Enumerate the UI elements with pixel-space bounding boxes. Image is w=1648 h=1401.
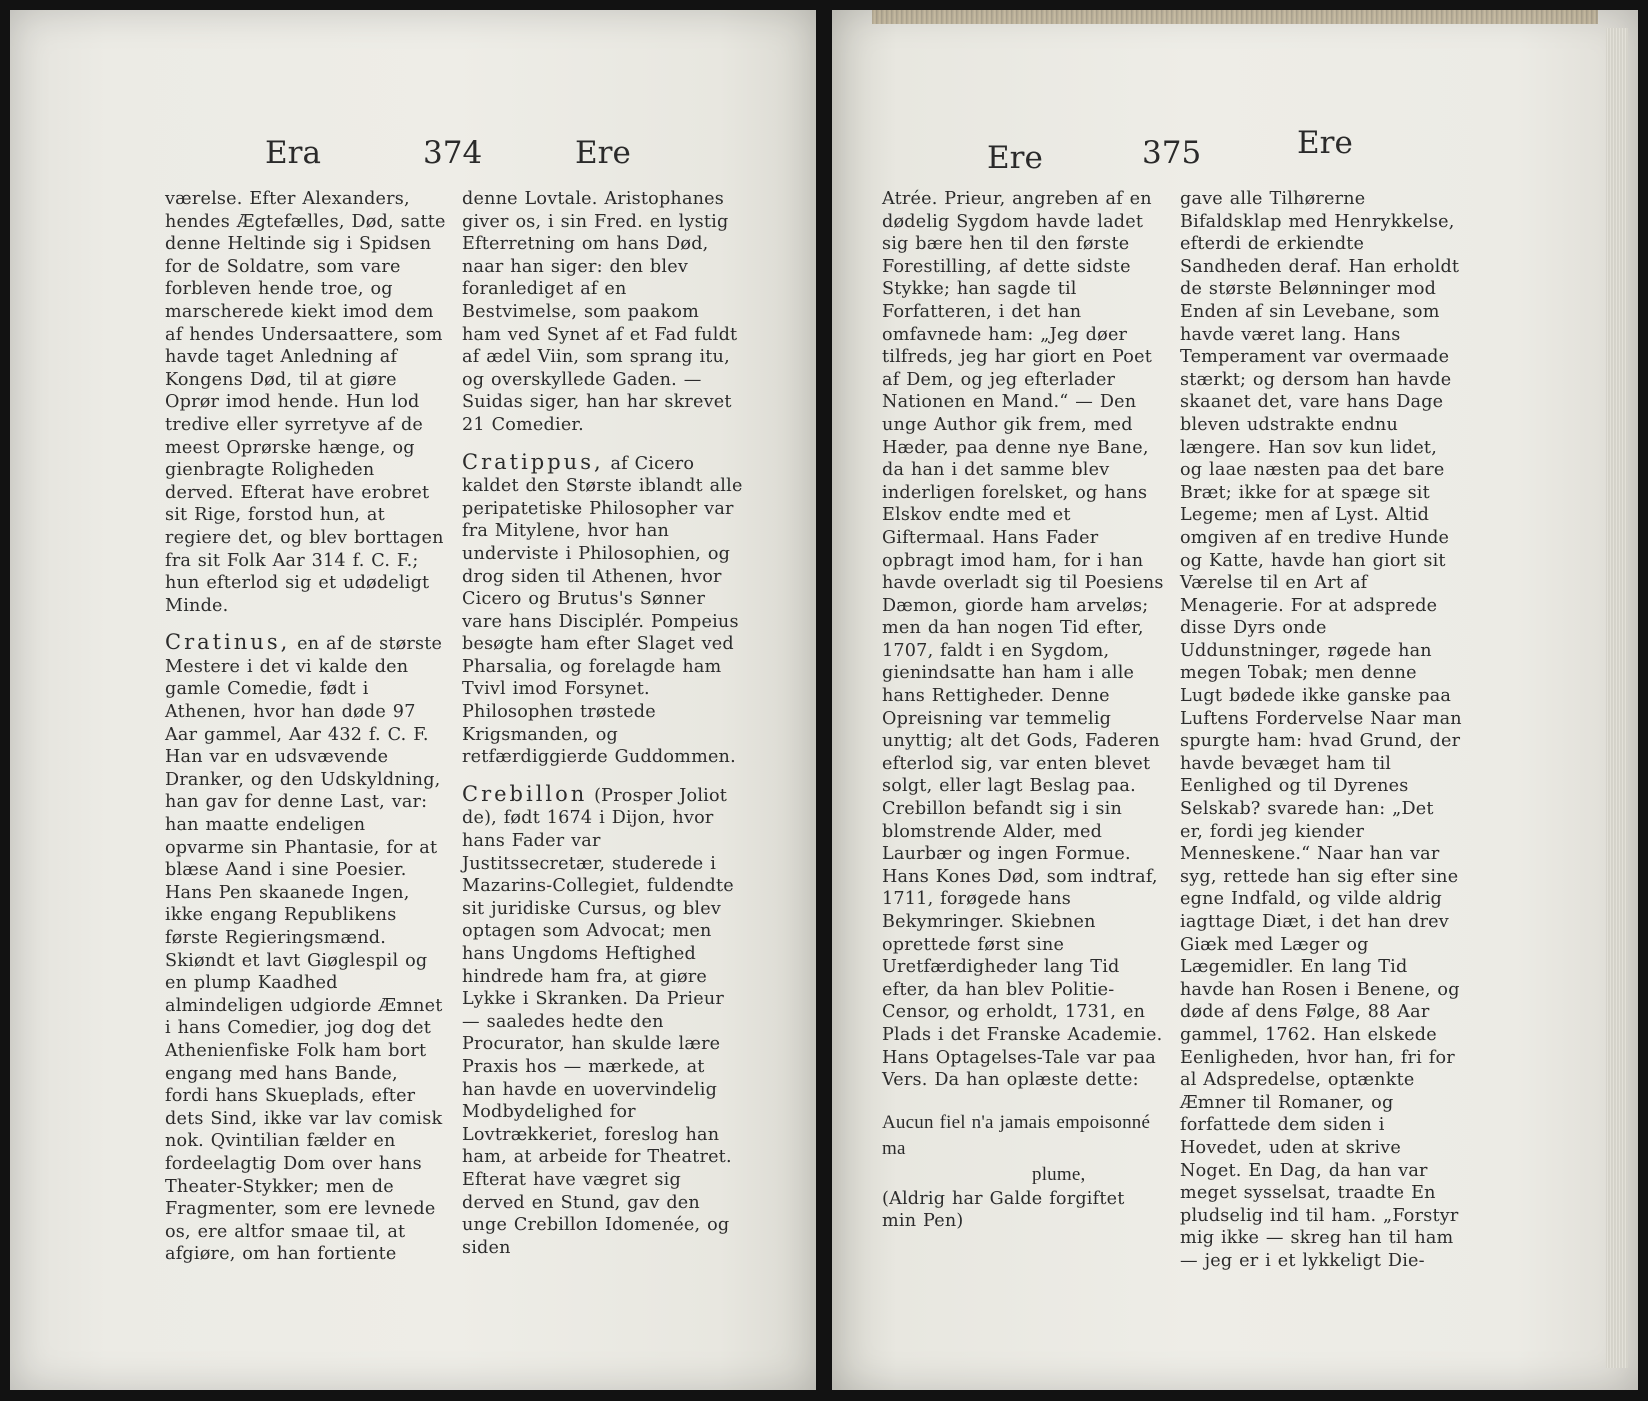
entry-text: (Prosper Joliot de), født 1674 i Dijon, hvor hans Fader var Justitssecretær, studerede i Mazarins-Collegiet, fuldendte sit juridiske Cursus, og blev optagen som Advocat; men hans Ungdoms Heftighed hindrede ham fra, at giøre Lykke i Skranken. Da Prieur — saaledes hedte den Procurator, han skulde lære Praxis hos — mærkede, at han havde en uovervindelig Modbydelighed for Lovtrækkeriet, foreslog han ham, at arbeide for Theatret. Efterat have vægret sig derved en Stund, gav den unge Crebillon Idomenée, og siden	[462, 785, 734, 1258]
right-head-word-right: Ere	[1297, 125, 1353, 161]
right-page	[832, 10, 1638, 1390]
entry-crebillon	[462, 783, 744, 1259]
right-running-head	[832, 125, 1638, 195]
left-column-1	[165, 188, 447, 1266]
entry-text: gave alle Tilhørerne Bifaldsklap med Henrykkelse, efterdi de erkiendte Sandheden deraf. Han erholdt de største Belønninger mod Enden af sin Levebane, som havde været lang. Hans Temperament var overmaade stærkt; og dersom han havde skaanet det, vare hans Dage bleven udstrakte endnu længere. Han sov kun lidet, og laae næsten paa det bare Bræt; ikke for at spæge sit Legeme; men af Lyst. Altid omgiven af en tredive Hunde og Katte, havde han giort sit Værelse til en Art af Menagerie. For at adsprede disse Dyrs onde Uddunstninger, røgede han megen Tobak; men denne Lugt bødede ikke ganske paa Luftens Fordervelse Naar man spurgte ham: hvad Grund, der havde bevæget ham til Eenlighed og til Dyrenes Selskab? svarede han: „Det er, fordi jeg kiender Menneskene.“ Naar han var syg, rettede han sig efter sine egne Indfald, og vilde aldrig iagttage Diæt, i det han drev Giæk med Læger og Lægemidler. En lang Tid havde han Rosen i Benene, og døde af dens Følge, 88 Aar gammel, 1762. Han elskede Eenligheden, hvor han, fri for al Adspredelse, optænkte Æmner til Romaner, og forfattede dem siden i Hovedet, uden at skrive Noget. En Dag, da han var meget sysselsat, traadte En pludselig ind til ham. „Forstyr mig ikke — skreg han til ham — jeg er i et lykkeligt Die-	[1180, 189, 1462, 1271]
verse-translation: (Aldrig har Galde forgiftet min Pen)	[882, 1188, 1125, 1232]
verse-line: plume,	[1032, 1163, 1086, 1185]
left-column-2	[462, 188, 744, 1259]
french-verse-quote	[882, 1110, 1164, 1188]
left-page	[10, 10, 816, 1390]
entry-cratinus	[165, 631, 447, 1266]
lemma-crebillon: Crebillon	[462, 781, 588, 806]
right-head-word-left: Ere	[987, 140, 1043, 176]
lemma-cratinus: Cratinus,	[165, 630, 291, 655]
lemma-cratippus: Cratippus,	[462, 449, 604, 474]
verse-line: Aucun fiel n'a jamais empoisonné ma	[882, 1111, 1151, 1159]
left-page-number: 374	[423, 135, 483, 171]
left-head-word-left: Era	[265, 135, 321, 171]
entry-cratippus	[462, 451, 744, 769]
right-column-2	[1180, 188, 1462, 1273]
right-column-1	[882, 188, 1164, 1233]
right-page-number: 375	[1142, 135, 1202, 171]
left-head-word-right: Ere	[575, 135, 631, 171]
fore-edge	[1606, 28, 1628, 1368]
entry-text: værelse. Efter Alexanders, hendes Ægtefælles, Død, satte denne Heltinde sig i Spidsen for de Soldatre, som vare forbleven hende troe, og marscherede kiekt imod dem af hendes Undersaattere, som havde taget Anledning af Kongens Død, til at giøre Oprør imod hende. Hun lod tredive eller syrretyve af de meest Oprørske hænge, og gienbragte Roligheden derved. Efterat have erobret sit Rige, forstod hun, at regiere det, og blev borttagen fra sit Folk Aar 314 f. C. F.; hun efterlod sig et udødeligt Minde.	[165, 189, 446, 616]
left-running-head	[10, 135, 816, 195]
entry-text: Atrée. Prieur, angreben af en dødelig Sygdom havde ladet sig bære hen til den første Forestilling, af dette sidste Stykke; han sagde til Forfatteren, i det han omfavnede ham: „Jeg døer tilfreds, jeg har giort en Poet af Dem, og jeg efterlader Nationen en Mand.“ — Den unge Author gik frem, med Hæder, paa denne nye Bane, da han i det samme blev inderligen forelsket, og hans Elskov endte med et Giftermaal. Hans Fader opbragt imod ham, for i han havde overladt sig til Poesiens Dæmon, giorde ham arveløs; men da han nogen Tid efter, 1707, faldt i en Sygdom, gienindsatte han ham i alle hans Rettigheder. Denne Opreisning var temmelig unyttig; alt det Gods, Faderen efterlod sig, var enten blevet solgt, eller lagt Beslag paa. Crebillon befandt sig i sin blomstrende Alder, med Laurbær og ingen Formue. Hans Kones Død, som indtraf, 1711, forøgede hans Bekymringer. Skiebnen oprettede først sine Uretfærdigheder lang Tid efter, da han blev Politie-Censor, og erholdt, 1731, en Plads i det Franske Academie. Hans Optagelses-Tale var paa Vers. Da han oplæste dette:	[882, 189, 1164, 1091]
entry-text: en af de største Mestere i det vi kalde den gamle Comedie, født i Athenen, hvor han døde 97 Aar gammel, Aar 432 f. C. F. Han var en udsvævende Dranker, og den Udskyldning, han gav for denne Last, var: han maatte endeligen opvarme sin Phantasie, for at blæse Aand i sine Poesier. Hans Pen skaanede Ingen, ikke engang Republikens første Regieringsmænd. Skiøndt et lavt Giøglespil og en plump Kaadhed almindeligen udgiorde Æmnet i hans Comedier, jog dog det Athenienfiske Folk ham bort engang med hans Bande, fordi hans Skueplads, efter dets Sind, ikke var lav comisk nok. Qvintilian fælder en fordeelagtig Dom over hans Theater-Stykker; men de Fragmenter, som ere levnede os, ere altfor smaae til, at afgiøre, om han fortiente	[165, 634, 443, 1265]
top-page-edge	[872, 10, 1598, 24]
entry-text: af Cicero kaldet den Største iblandt alle peripatetiske Philosopher var fra Mitylene, hvor han underviste i Philosophien, og drog siden til Athenen, hvor Cicero og Brutus's Sønner vare hans Disciplér. Pompeius besøgte ham efter Slaget ved Pharsalia, og forelagde ham Tvivl imod Forsynet. Philosophen trøstede Krigsmanden, og retfærdiggierde Guddommen.	[462, 453, 743, 768]
entry-text: denne Lovtale. Aristophanes giver os, i sin Fred. en lystig Efterretning om hans Død, naar han siger: den blev foranlediget af en Bestvimelse, som paakom ham ved Synet af et Fad fuldt af ædel Viin, som sprang itu, og overskyllede Gaden. — Suidas siger, han har skrevet 21 Comedier.	[462, 189, 738, 435]
